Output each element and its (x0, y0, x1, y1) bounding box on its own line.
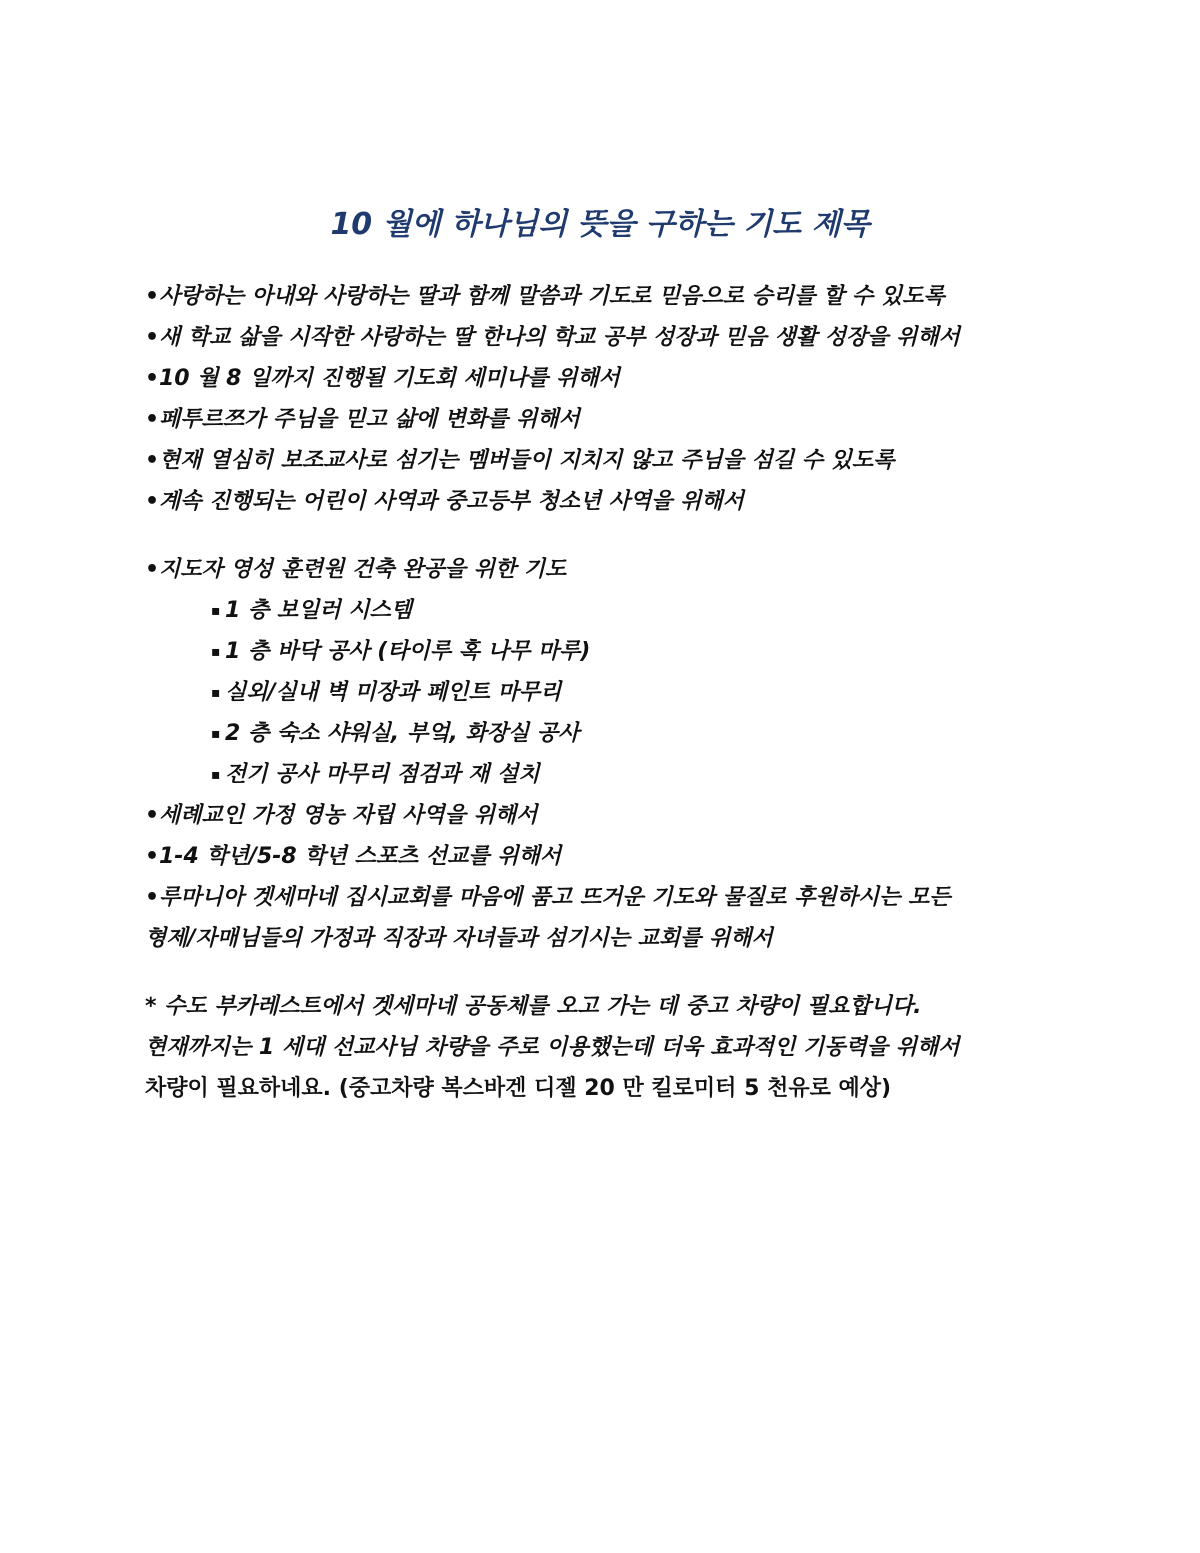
construction-item (145, 549, 1045, 590)
list-item-text: 1-4 학년/5-8 학년 스포츠 선교를 위해서 (159, 844, 562, 869)
square-bullet-icon: ▪ (211, 685, 221, 701)
note-line: 차량이 필요하네요. (중고차량 복스바겐 디젤 20 만 킬로미터 5 천유로 예상) (145, 1076, 892, 1101)
list-item (145, 276, 1045, 317)
bullet-icon: • (145, 489, 160, 514)
list-item (145, 358, 1045, 399)
square-bullet-icon: ▪ (211, 726, 221, 742)
list-item (145, 399, 1045, 440)
list-item-text: 계속 진행되는 어린이 사역과 중고등부 청소년 사역을 위해서 (159, 489, 744, 514)
sub-list-item (145, 672, 1045, 713)
list-item-line (145, 877, 1025, 918)
bullet-icon: • (145, 448, 160, 473)
bullet-icon: • (145, 284, 160, 309)
list-item-text: 페투르쯔가 주님을 믿고 삶에 변화를 위해서 (159, 407, 580, 432)
prayer-list (145, 276, 1045, 1109)
list-item-text: 세례교인 가정 영농 자립 사역을 위해서 (159, 803, 538, 828)
sub-list-item-text: 1 층 바닥 공사 (타이루 혹 나무 마루) (225, 639, 591, 664)
page-title: 10 월에 하나님의 뜻을 구하는 기도 제목 (330, 207, 870, 242)
square-bullet-icon: ▪ (211, 767, 221, 783)
square-bullet-icon: ▪ (211, 603, 221, 619)
sub-list-item-text: 2 층 숙소 샤워실, 부엌, 화장실 공사 (225, 721, 580, 746)
list-item-text: 루마니아 겟세마네 집시교회를 마음에 품고 뜨거운 기도와 물질로 후원하시는 모든 (159, 885, 951, 910)
list-item (145, 795, 1045, 836)
bullet-icon: • (145, 803, 160, 828)
construction-label: 지도자 영성 훈련원 건축 완공을 위한 기도 (159, 557, 567, 582)
sub-list-item (145, 590, 1045, 631)
list-item (145, 836, 1045, 877)
sub-list-item (145, 713, 1045, 754)
bullet-icon: • (145, 407, 160, 432)
list-item-text: 10 월 8 일까지 진행될 기도회 세미나를 위해서 (159, 366, 620, 391)
bullet-icon: • (145, 325, 160, 350)
list-item-text: 현재 열심히 보조교사로 섬기는 멤버들이 지치지 않고 주님을 섬길 수 있도록 (159, 448, 895, 473)
list-item-long (145, 877, 1025, 959)
list-item (145, 317, 1045, 358)
list-item (145, 440, 1045, 481)
bullet-icon: • (145, 844, 160, 869)
list-item-text: 새 학교 삶을 시작한 사랑하는 딸 한나의 학교 공부 성장과 믿음 생활 성장을 위해서 (159, 325, 960, 350)
list-item-line: 형제/자매님들의 가정과 직장과 자녀들과 섬기시는 교회를 위해서 (145, 926, 773, 951)
square-bullet-icon: ▪ (211, 644, 221, 660)
sub-list-item-text: 실외/실내 벽 미장과 페인트 마무리 (225, 680, 562, 705)
vehicle-note (145, 986, 1045, 1109)
bullet-icon: • (145, 885, 160, 910)
sub-list-item (145, 754, 1045, 795)
bullet-icon: • (145, 366, 160, 391)
sub-list-item (145, 631, 1045, 672)
list-item-text: 사랑하는 아내와 사랑하는 딸과 함께 말씀과 기도로 믿음으로 승리를 할 수 있도록 (159, 284, 945, 309)
bullet-icon: • (145, 557, 160, 582)
note-line: 현재까지는 1 세대 선교사님 차량을 주로 이용했는데 더욱 효과적인 기동력을 위해서 (145, 1035, 960, 1060)
list-item (145, 481, 1045, 522)
sub-list-item-text: 전기 공사 마무리 점검과 재 설치 (225, 762, 540, 787)
sub-list-item-text: 1 층 보일러 시스템 (225, 598, 413, 623)
note-line: * 수도 부카레스트에서 겟세마네 공동체를 오고 가는 데 중고 차량이 필요합니다. (145, 994, 922, 1019)
